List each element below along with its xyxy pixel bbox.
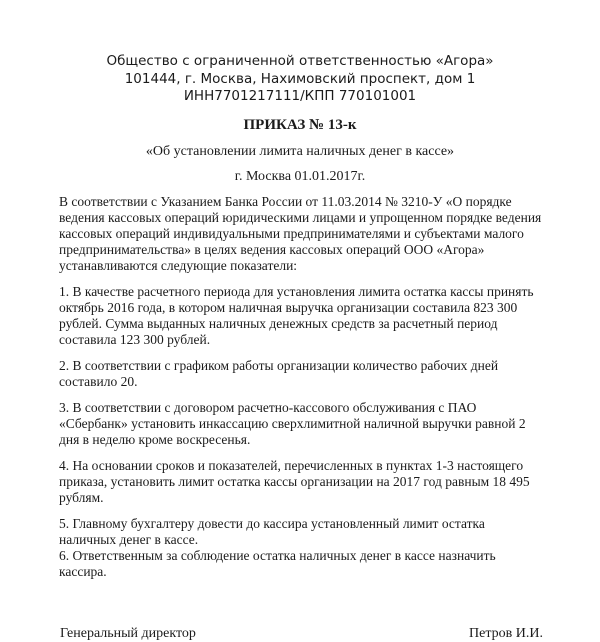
company-requisites: ИНН7701217111/КПП 770101001 (183, 88, 417, 105)
signer-name: Петров И.И. (469, 625, 543, 641)
place-and-date: г. Москва 01.01.2017г. (234, 168, 366, 184)
order-subject: «Об установлении лимита наличных денег в кассе» (145, 143, 455, 159)
order-item-5: 5. Главному бухгалтеру довести до кассира установленный лимит остатка наличных денег в кассе. (59, 515, 485, 547)
order-item-4: 4. На основании сроков и показателей, перечисленных в пунктах 1-3 настоящего приказа, установить лимит остатка кассы организации на 2017 год равным 18 495 рублям. (59, 457, 530, 505)
order-item-6: 6. Ответственным за соблюдение остатка наличных денег в кассе назначить кассира. (59, 547, 496, 579)
order-title: ПРИКАЗ № 13-к (243, 116, 357, 133)
order-item-1: 1. В качестве расчетного периода для установления лимита остатка кассы принять октябрь 2016 года, в котором наличная выручка организации составила 823 300 рублей. Сумма выданных наличных денежных средств за расчетный период составила 123 300 рублей. (59, 283, 534, 347)
signer-position: Генеральный директор (60, 625, 196, 641)
letterhead (0, 0, 600, 106)
signature-row (60, 625, 543, 642)
order-item-3: 3. В соответствии с договором расчетно-кассового обслуживания с ПАО «Сбербанк» установить инкассацию сверхлимитной наличной выручки равной 2 дня в неделю кроме воскресенья. (59, 399, 526, 447)
company-name: Общество с ограниченной ответственностью «Агора» (106, 53, 494, 69)
preamble-paragraph: В соответствии с Указанием Банка России от 11.03.2014 № 3210-У «О порядке ведения кассовых операций юридическими лицами и упрощенном порядке ведения кассовых операций индивидуальными предпринимателями и субъектами малого предпринимательства» в целях ведения кассовых операций ООО «Агора» устанавливаются следующие показатели: (59, 193, 542, 273)
order-item-2: 2. В соответствии с графиком работы организации количество рабочих дней составило 20. (59, 357, 499, 389)
order-body (59, 194, 545, 580)
company-address: 101444, г. Москва, Нахимовский проспект, дом 1 (124, 70, 476, 87)
